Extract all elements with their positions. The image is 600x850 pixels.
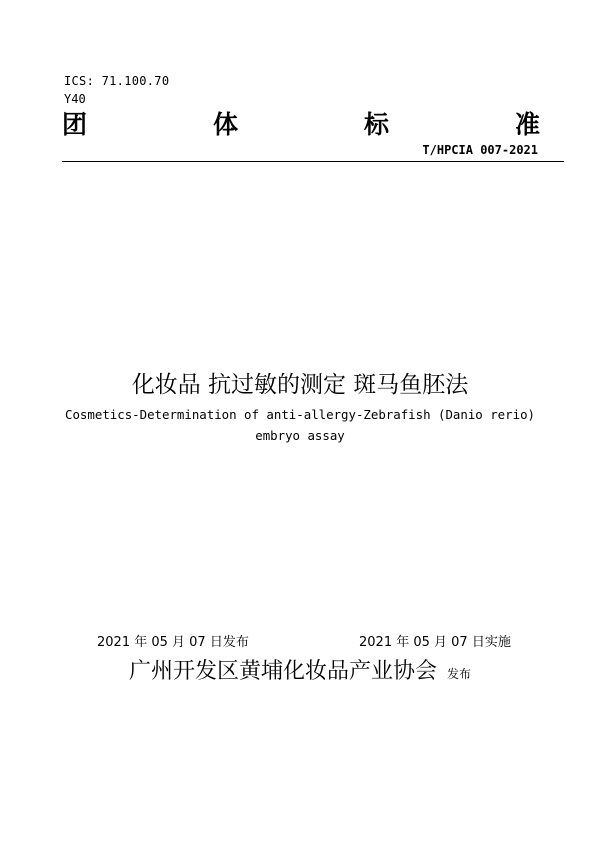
- standard-type-char-3: 标: [363, 110, 389, 139]
- publisher-row: [0, 654, 600, 685]
- issue-date: 2021 年 05 月 07 日发布: [97, 635, 249, 650]
- publisher-name: 广州开发区黄埔化妆品产业协会: [128, 659, 437, 684]
- chinese-title: 化妆品 抗过敏的测定 斑马鱼胚法: [131, 372, 469, 398]
- ics-code: ICS: 71.100.70: [64, 74, 170, 88]
- standard-type-char-4: 准: [514, 110, 540, 139]
- classification-code: Y40: [64, 92, 86, 106]
- publish-label: 发布: [447, 667, 472, 681]
- implementation-date: 2021 年 05 月 07 日实施: [359, 635, 511, 650]
- standard-number: T/HPCIA 007-2021: [422, 143, 538, 157]
- header-divider: [62, 161, 564, 162]
- english-title-line-1: Cosmetics-Determination of anti-allergy-Zebrafish (Danio rerio): [65, 407, 535, 422]
- standard-type-heading: [62, 108, 540, 142]
- standard-type-char-1: 团: [62, 110, 88, 139]
- english-title-line-2: embryo assay: [255, 428, 345, 443]
- standard-type-char-2: 体: [212, 110, 238, 139]
